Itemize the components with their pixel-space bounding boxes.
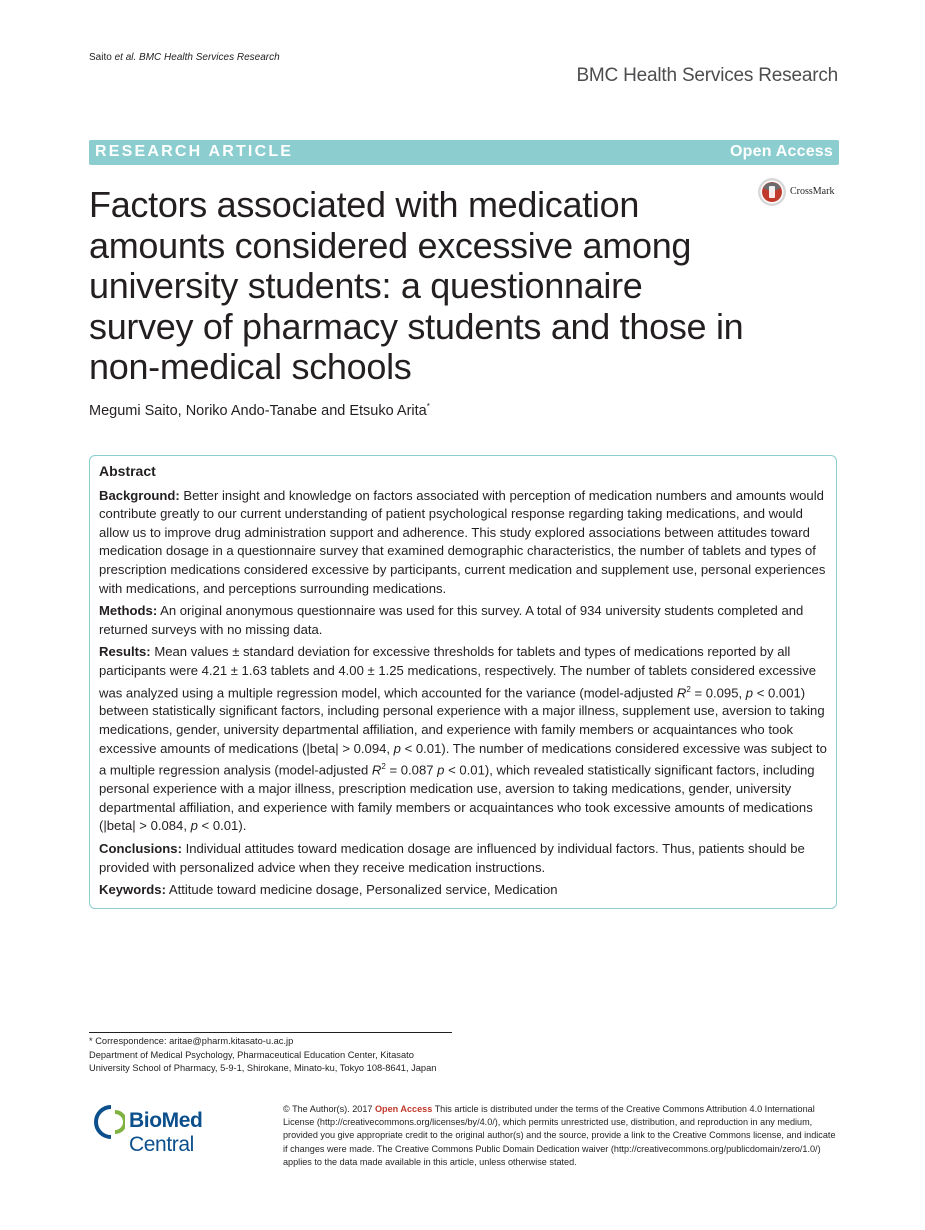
- correspondence-footnote: [89, 1035, 449, 1076]
- article-title: Factors associated with medication amounts considered excessive among university students: a questionnaire survey of pharmacy students and those in non-medical schools: [89, 184, 744, 387]
- abstract-box: [89, 455, 837, 909]
- article-banner: [89, 140, 839, 165]
- crossmark-badge[interactable]: CrossMark: [757, 176, 839, 208]
- author-list: Megumi Saito, Noriko Ando-Tanabe and Etsuko Arita*: [89, 402, 430, 419]
- biomed-central-logo: BioMed Central: [89, 1104, 264, 1140]
- abstract-results: Results: Mean values ± standard deviation for excessive thresholds for tablets and types of medications reported by all participants were 4.21 ± 1.63 tablets and 4.00 ± 1.25 medications, respectively. The number of tablets considered excessive was analyzed using a multiple regression model, which accounted for the variance (model-adjusted $R^2 = 0.095$, p < 0.001) between statistically significant factors, including personal experience with a major illness, supplement use, aversion to taking medications, gender, university departmental affiliation, and experience with family members or acquaintances who took excessive amounts of medications (|beta| > 0.094, p < 0.01). The number of medications considered excessive was subject to a multiple regression analysis (model-adjusted $R^2 = 0.087$ p < 0.01), which revealed statistically significant factors, including personal experience with a major illness, prescription medication use, aversion to taking medications, gender, university departmental affiliation, and experience with family members or acquaintances who took excessive amounts of medications (|beta| > 0.084, p < 0.01).: [99, 644, 827, 834]
- open-access-label: Open Access: [730, 143, 833, 160]
- abstract-heading: Abstract: [99, 463, 156, 479]
- abstract-conclusions: Conclusions: Individual attitudes toward medication dosage are influenced by individual factors. Thus, patients should be provided with personalized advice when they receive medication instructions.: [99, 841, 805, 875]
- crossmark-icon: [757, 177, 787, 207]
- abstract-keywords: Keywords: Attitude toward medicine dosage, Personalized service, Medication: [99, 882, 558, 898]
- correspondence-email[interactable]: * Correspondence: aritae@pharm.kitasato-u.ac.jp: [89, 1036, 294, 1046]
- biomed-central-logo-icon: [89, 1104, 125, 1140]
- footnote-divider: [89, 1032, 452, 1033]
- article-type: RESEARCH ARTICLE: [95, 143, 294, 160]
- abstract-methods: Methods: An original anonymous questionnaire was used for this survey. A total of 934 university students completed and returned surveys with no missing data.: [99, 603, 804, 637]
- license-statement: © The Author(s). 2017 Open Access This article is distributed under the terms of the Creative Commons Attribution 4.0 International License (http://creativecommons.org/licenses/by/4.0/), which permits unrestricted use, distribution, and reproduction in any medium, provided you give appropriate credit to the original author(s) and the source, provide a link to the Creative Commons license, and indicate if changes were made. The Creative Commons Public Domain Dedication waiver (http://creativecommons.org/publicdomain/zero/1.0/) applies to the data made available in this article, unless otherwise stated.: [283, 1104, 836, 1167]
- abstract-background: Background: Better insight and knowledge on factors associated with perception of medication numbers and amounts would contribute greatly to our current understanding of patient psychological response regarding taking medications, and would allow us to improve drug administration support and adherence. This study explored associations between attitudes toward medication dosage in a questionnaire survey that examined demographic characteristics, the number of tablets and types of prescription medications considered excessive by participants, current medication and supplement use, personal experiences with medications, and perceptions surrounding medications.: [99, 487, 826, 596]
- journal-name: BMC Health Services Research: [576, 65, 838, 86]
- running-head: Saito et al. BMC Health Services Research: [89, 52, 280, 63]
- correspondence-address: Department of Medical Psychology, Pharmaceutical Education Center, Kitasato University School of Pharmacy, 5-9-1, Shirokane, Minato-ku, Tokyo 108-8641, Japan: [89, 1049, 437, 1074]
